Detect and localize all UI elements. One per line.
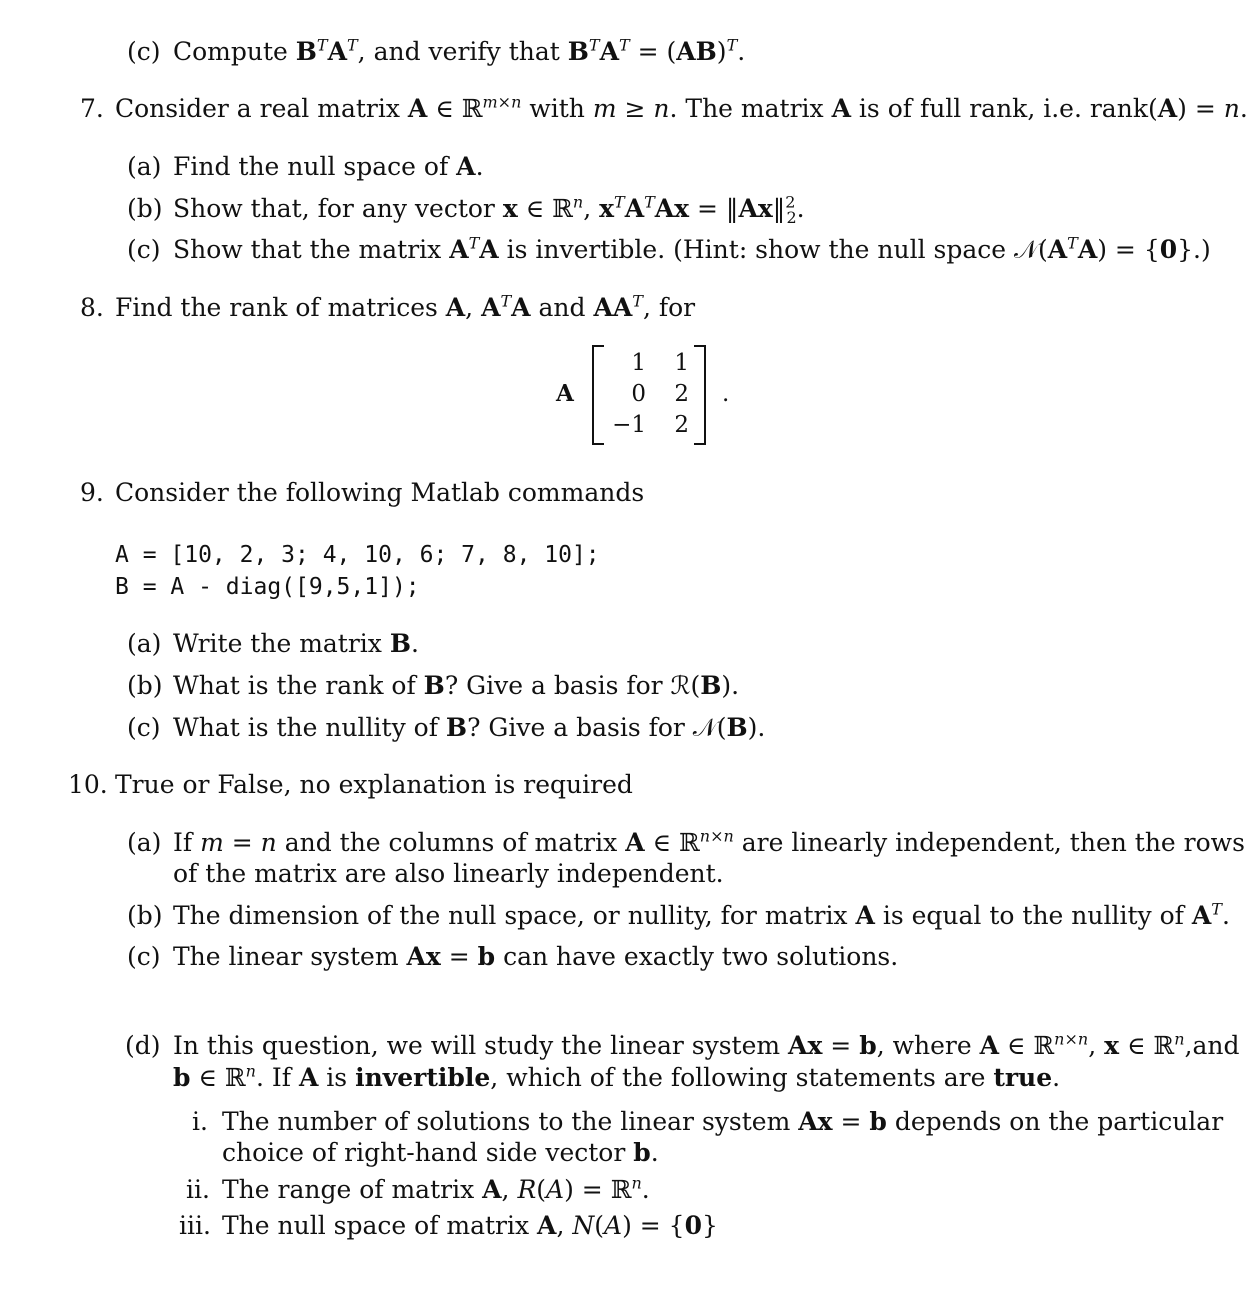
matrix-cell: −1 [612, 412, 646, 438]
q10-text: True or False, no explanation is required [115, 770, 633, 799]
q8-text: Find the rank of matrices A, $A^TA$ and $AA^T$, for [115, 291, 696, 322]
q10-d-sub-ii-label: ii. [186, 1175, 210, 1204]
q8-matrix-period: . [722, 381, 730, 407]
q9-code-line-2: B = A - diag([9,5,1]); [115, 574, 420, 600]
q10-d-sub-i-text-line-1: The number of solutions to the linear system Ax = b depends on the particular [222, 1107, 1224, 1136]
matrix-cell: 1 [674, 350, 689, 376]
q10-item-b-text: The dimension of the null space, or nullity, for matrix A is equal to the nullity of $A^T$. [173, 899, 1230, 930]
q8-number: 8. [80, 293, 104, 322]
q9-text: Consider the following Matlab commands [115, 478, 645, 507]
q10-item-a-text-line-2: of the matrix are also linearly independent. [173, 859, 724, 888]
q10-d-sub-iii-text: The null space of matrix A, N(A) = {0} [222, 1211, 718, 1240]
q10-item-c-label: (c) [127, 942, 161, 971]
q8-matrix-label: A [556, 380, 574, 407]
q7-item-a-text: Find the null space of A. [173, 152, 484, 181]
q9-number: 9. [80, 478, 104, 507]
q10-item-c-text: The linear system Ax = b can have exactly two solutions. [173, 942, 899, 971]
matrix-right-bracket [694, 345, 706, 445]
q10-item-d-text-line-2: b ∈ ℝ$^n$. If A is invertible, which of the following statements are true. [173, 1061, 1061, 1092]
q7-item-b-text: Show that, for any vector x ∈ ℝ$^n$, $x^TA^TAx$ = ‖Ax‖$^2_2$. [173, 192, 805, 227]
q7-item-a-label: (a) [127, 152, 162, 181]
q10-d-sub-iii-label: iii. [179, 1211, 211, 1240]
matrix-cell: 2 [674, 381, 689, 407]
q6-item-c-text: Compute $B^TA^T$, and verify that $B^TA^T = (AB)^T$. [173, 35, 746, 66]
q10-item-a-label: (a) [127, 828, 162, 857]
q9-code-line-1: A = [10, 2, 3; 4, 10, 6; 7, 8, 10]; [115, 542, 600, 568]
q9-item-a-label: (a) [127, 629, 162, 658]
q7-item-c-label: (c) [127, 235, 161, 264]
q9-item-b-label: (b) [127, 671, 163, 700]
q7-text: Consider a real matrix A ∈ ℝ$^{m\times n}$ with m ≥ n. The matrix A is of full rank, i.e. rank(A) = n. [115, 92, 1248, 123]
q10-item-a-text-line-1: If m = n and the columns of matrix A ∈ ℝ$^{n\times n}$ are linearly independent, then the rows [173, 826, 1245, 857]
q10-d-sub-ii-text: The range of matrix A, R(A) = ℝ$^n$. [222, 1173, 650, 1204]
matrix-cell: 2 [674, 412, 689, 438]
q9-item-b-text: What is the rank of B? Give a basis for ℛ(B). [173, 671, 740, 700]
q7-item-c-text: Show that the matrix $A^TA$ is invertible. (Hint: show the null space $𝒩(A^TA) = \{0\}$.) [173, 233, 1211, 264]
matrix-cell: 0 [631, 381, 646, 407]
q7-item-b-label: (b) [127, 194, 163, 223]
q10-item-d-text-line-1: In this question, we will study the linear system Ax = b, where A ∈ ℝ$^{n\times n}$, x ∈ ℝ$^n$,and [173, 1029, 1240, 1060]
q6-item-c-label: (c) [127, 37, 161, 66]
q10-item-d-label: (d) [125, 1031, 161, 1060]
matrix-cell: 1 [631, 350, 646, 376]
q9-item-c-text: What is the nullity of B? Give a basis for 𝒩(B). [173, 713, 766, 742]
q10-item-b-label: (b) [127, 901, 163, 930]
q10-number: 10. [68, 770, 108, 799]
q7-number: 7. [80, 94, 104, 123]
q9-item-c-label: (c) [127, 713, 161, 742]
q10-d-sub-i-label: i. [192, 1107, 208, 1136]
q9-item-a-text: Write the matrix B. [173, 629, 419, 658]
q10-d-sub-i-text-line-2: choice of right-hand side vector b. [222, 1138, 659, 1167]
matrix-left-bracket [592, 345, 604, 445]
q8-matrix [556, 345, 746, 445]
